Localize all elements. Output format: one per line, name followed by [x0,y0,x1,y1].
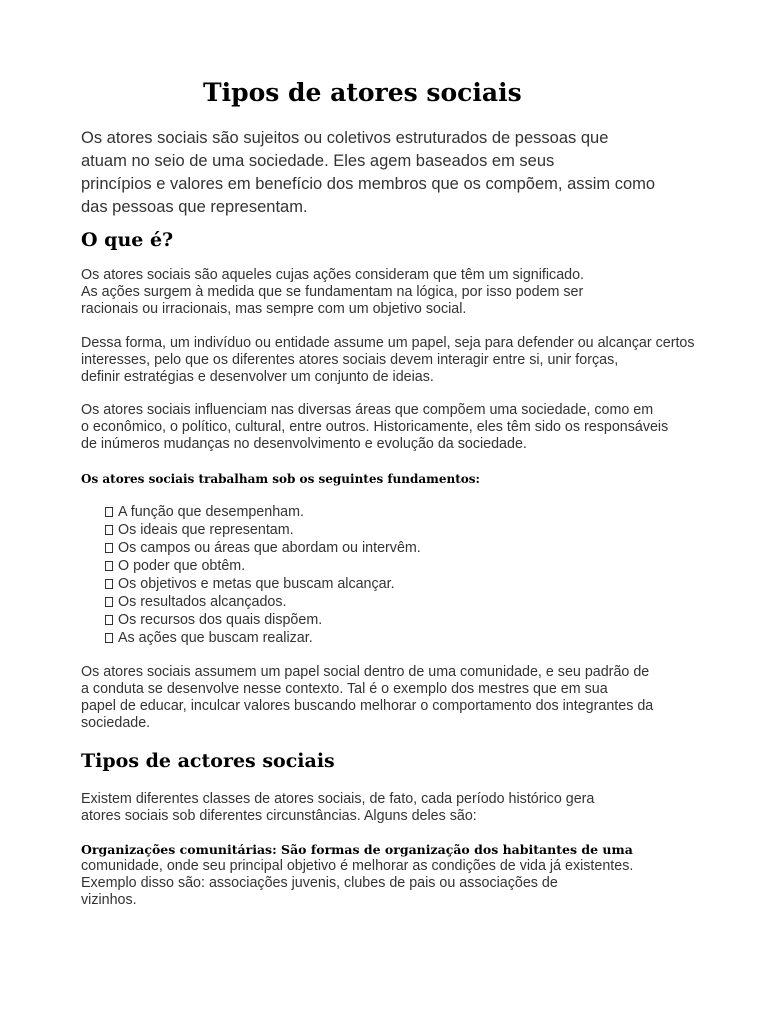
list-item [105,575,421,593]
list-item [105,557,421,575]
intro-line: das pessoas que representam. [81,198,308,216]
paragraph-classes [81,791,731,825]
intro-line: Os atores sociais são sujeitos ou coletivos estruturados de pessoas que [81,129,609,147]
list-item [105,593,421,611]
paragraph-organizations [81,841,731,909]
bullet-box-icon [105,633,113,643]
list-item [105,629,421,647]
paragraph-definition [81,267,731,318]
list-item-text: As ações que buscam realizar. [118,630,313,646]
paragraph-line: Dessa forma, um indivíduo ou entidade assume um papel, seja para defender ou alcançar certos [81,335,695,351]
list-item-text: Os resultados alcançados. [118,594,287,610]
list-item-text: Os recursos dos quais dispõem. [118,612,323,628]
fundamentals-list [105,503,421,647]
bullet-box-icon [105,561,113,571]
paragraph-line: racionais ou irracionais, mas sempre com um objetivo social. [81,301,467,317]
paragraph-line: Exemplo disso são: associações juvenis, clubes de pais ou associações de [81,875,558,891]
paragraph-social-role [81,664,731,732]
paragraph-role [81,335,731,386]
paragraph-line: vizinhos. [81,892,137,908]
paragraph-line: definir estratégias e desenvolver um conjunto de ideias. [81,369,434,385]
document-title: Tipos de atores sociais [203,78,522,107]
bullet-box-icon [105,525,113,535]
paragraph-line: Os atores sociais influenciam nas diversas áreas que compõem uma sociedade, como em [81,402,654,418]
paragraph-line: interesses, pelo que os diferentes atores sociais devem interagir entre si, unir forças, [81,352,619,368]
paragraph-line: papel de educar, inculcar valores buscando melhorar o comportamento dos integrantes da [81,698,654,714]
intro-paragraph [81,127,731,219]
section-heading-tipos: Tipos de actores sociais [81,750,335,772]
list-item [105,503,421,521]
bullet-box-icon [105,543,113,553]
paragraph-line: o econômico, o político, cultural, entre outros. Historicamente, eles têm sido os responsáveis [81,419,669,435]
intro-line: princípios e valores em benefício dos membros que os compõem, assim como [81,175,656,193]
org-label: Organizações comunitárias: São formas de organização dos habitantes de uma [81,842,633,857]
paragraph-line: de inúmeros mudanças no desenvolvimento e evolução da sociedade. [81,436,527,452]
paragraph-line: comunidade, onde seu principal objetivo é melhorar as condições de vida já existentes. [81,858,634,874]
intro-line: atuam no seio de uma sociedade. Eles agem baseados em seus [81,152,555,170]
list-item [105,521,421,539]
list-item-text: O poder que obtêm. [118,558,246,574]
bullet-box-icon [105,597,113,607]
bullet-box-icon [105,615,113,625]
list-item-text: Os campos ou áreas que abordam ou intervêm. [118,540,421,556]
bullet-box-icon [105,507,113,517]
list-item-text: Os ideais que representam. [118,522,294,538]
list-item-text: Os objetivos e metas que buscam alcançar. [118,576,395,592]
paragraph-line: a conduta se desenvolve nesse contexto. Tal é o exemplo dos mestres que em sua [81,681,608,697]
paragraph-line: atores sociais sob diferentes circunstâncias. Alguns deles são: [81,808,477,824]
bullet-box-icon [105,579,113,589]
list-item [105,539,421,557]
paragraph-line: Os atores sociais assumem um papel social dentro de uma comunidade, e seu padrão de [81,664,650,680]
paragraph-line: Os atores sociais são aqueles cujas ações consideram que têm um significado. [81,267,585,283]
paragraph-line: Existem diferentes classes de atores sociais, de fato, cada período histórico gera [81,791,595,807]
section-heading-o-que-e: O que é? [81,229,174,251]
list-item-text: A função que desempenham. [118,504,304,520]
fundamentals-heading: Os atores sociais trabalham sob os seguintes fundamentos: [81,472,480,486]
paragraph-line: As ações surgem à medida que se fundamentam na lógica, por isso podem ser [81,284,584,300]
list-item [105,611,421,629]
paragraph-influence [81,402,731,453]
paragraph-line: sociedade. [81,715,151,731]
